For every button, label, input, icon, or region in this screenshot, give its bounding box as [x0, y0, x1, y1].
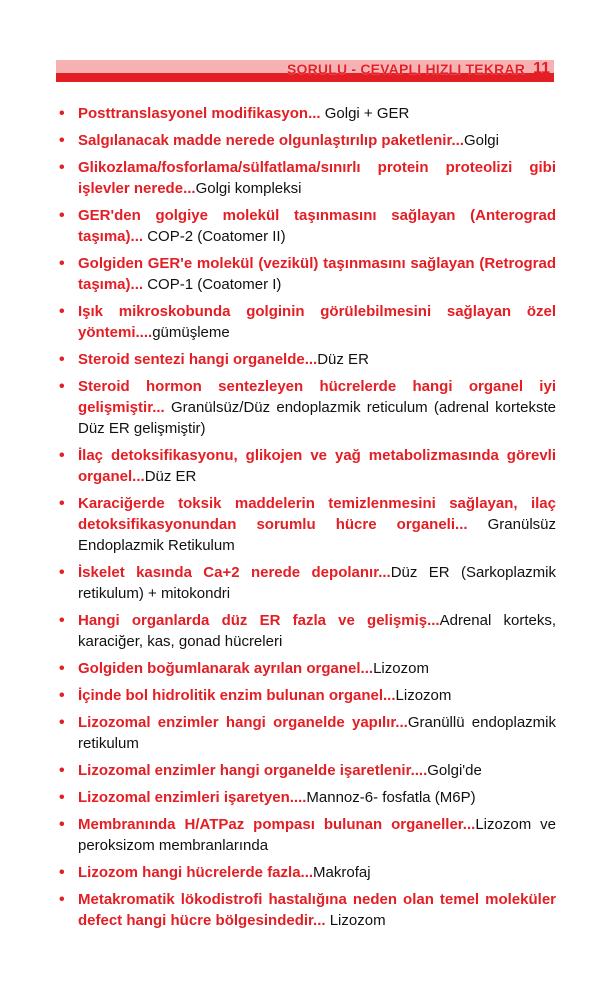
answer-text: Granüllü endoplazmik retikulum [78, 714, 557, 752]
question-text: Karaciğerde toksik maddelerin temizlenmesini sağlayan, ilaç detoksifikasyonundan sorumlu hücre organeli... [78, 495, 556, 533]
question-text: Lizozomal enzimleri işaretyen.... [78, 789, 307, 806]
answer-text: Mannoz-6- fosfatla (M6P) [306, 789, 476, 806]
bullet-icon: • [59, 714, 65, 731]
list-item [56, 205, 556, 247]
answer-text: Lizozom [325, 912, 386, 929]
list-item [56, 493, 556, 556]
bullet-icon: • [59, 816, 65, 833]
bullet-icon: • [59, 612, 65, 629]
answer-text: Düz ER [144, 468, 197, 485]
answer-text: Lizozom [395, 687, 452, 704]
question-text: Golgiden boğumlanarak ayrılan organel... [78, 660, 374, 677]
bullet-icon: • [59, 687, 65, 704]
answer-text: Düz ER [317, 351, 369, 368]
running-header-title: SORULU - CEVAPLI HIZLI TEKRAR [286, 60, 526, 77]
list-item [56, 103, 556, 124]
question-text: GER'den golgiye molekül taşınmasını sağlayan (Anterograd taşıma)... [78, 207, 556, 245]
list-item [56, 685, 556, 706]
question-text: Steroid hormon sentezleyen hücrelerde hangi organel iyi gelişmiştir... [78, 378, 556, 416]
bullet-icon: • [59, 132, 65, 149]
list-item [56, 658, 556, 679]
question-text: Işık mikroskobunda golginin görülebilmesini sağlayan özel yöntemi.... [78, 303, 556, 341]
question-text: Metakromatik lökodistrofi hastalığına neden olan temel moleküler defect hangi hücre bölgesindedir... [78, 891, 556, 929]
answer-text: COP-1 (Coatomer I) [143, 276, 282, 293]
answer-text: gümüşleme [152, 324, 230, 341]
bullet-icon: • [59, 891, 65, 908]
answer-text: Düz ER (Sarkoplazmik retikulum) + mitokondri [78, 564, 556, 602]
answer-text: Lizozom [373, 660, 429, 677]
question-text: İlaç detoksifikasyonu, glikojen ve yağ metabolizmasında görevli organel... [78, 447, 556, 485]
bullet-icon: • [59, 660, 65, 677]
bullet-icon: • [59, 255, 65, 272]
list-item [56, 787, 556, 808]
list-item [56, 445, 556, 487]
list-item [56, 760, 556, 781]
bullet-icon: • [59, 303, 65, 320]
list-item [56, 376, 556, 439]
bullet-icon: • [59, 447, 65, 464]
question-text: Lizozom hangi hücrelerde fazla... [78, 864, 314, 881]
list-item [56, 814, 556, 856]
answer-text: Golgi [463, 132, 499, 149]
bullet-icon: • [59, 378, 65, 395]
question-text: Membranında H/ATPaz pompası bulunan organeller... [78, 816, 476, 833]
answer-text: Granülsüz Endoplazmik Retikulum [78, 516, 556, 554]
list-item [56, 862, 556, 883]
question-text: Glikozlama/fosforlama/sülfatlama/sınırlı protein proteolizi gibi işlevler nerede... [78, 159, 556, 197]
bullet-icon: • [59, 789, 65, 806]
answer-text: COP-2 (Coatomer II) [143, 228, 286, 245]
list-item [56, 562, 556, 604]
answer-text: Golgi kompleksi [195, 180, 302, 197]
question-text: Posttranslasyonel modifikasyon... [78, 105, 321, 122]
list-item [56, 253, 556, 295]
bullet-icon: • [59, 762, 65, 779]
question-text: Golgiden GER'e molekül (vezikül) taşınmasını sağlayan (Retrograd taşıma)... [78, 255, 556, 293]
question-text: Salgılanacak madde nerede olgunlaştırılıp paketlenir... [78, 132, 464, 149]
bullet-icon: • [59, 564, 65, 581]
answer-text: Adrenal korteks, karaciğer, kas, gonad hücreleri [78, 612, 557, 650]
bullet-icon: • [59, 351, 65, 368]
question-text: Steroid sentezi hangi organelde... [78, 351, 318, 368]
list-item [56, 712, 556, 754]
list-item [56, 130, 556, 151]
question-text: Lizozomal enzimler hangi organelde yapılır... [78, 714, 408, 731]
answer-text: Golgi'de [427, 762, 482, 779]
page-number: 11 [533, 59, 550, 77]
list-item [56, 889, 556, 931]
bullet-icon: • [59, 207, 65, 224]
bullet-icon: • [59, 495, 65, 512]
answer-text: Golgi + GER [320, 105, 410, 122]
list-item [56, 157, 556, 199]
answer-text: Granülsüz/Düz endoplazmik reticulum (adrenal kortekste Düz ER gelişmiştir) [78, 399, 556, 437]
qa-list [56, 103, 556, 937]
bullet-icon: • [59, 159, 65, 176]
question-text: İskelet kasında Ca+2 nerede depolanır... [78, 564, 391, 581]
question-text: İçinde bol hidrolitik enzim bulunan organel... [78, 687, 396, 704]
answer-text: Makrofaj [313, 864, 371, 881]
bullet-icon: • [59, 864, 65, 881]
list-item [56, 610, 556, 652]
answer-text: Lizozom ve peroksizom membranlarında [78, 816, 556, 854]
question-text: Lizozomal enzimler hangi organelde işaretlenir.... [78, 762, 428, 779]
header-bar [56, 60, 554, 82]
question-text: Hangi organlarda düz ER fazla ve gelişmiş... [78, 612, 440, 629]
bullet-icon: • [59, 105, 65, 122]
list-item [56, 349, 556, 370]
list-item [56, 301, 556, 343]
